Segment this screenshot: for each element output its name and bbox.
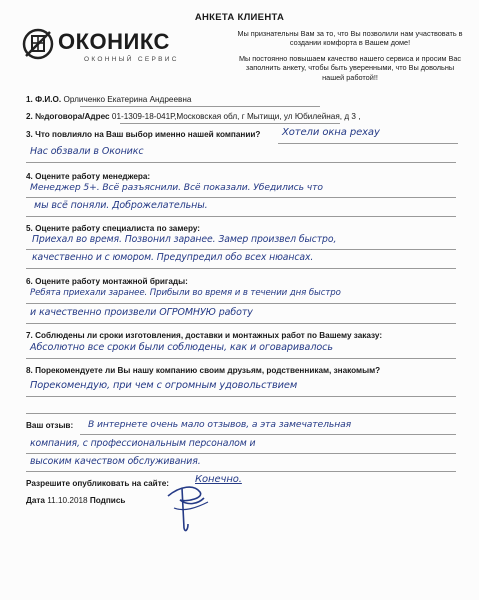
question-6: 6. Оцените работу монтажной бригады:	[26, 277, 188, 286]
answer-4-rule-1	[26, 197, 456, 198]
answer-7-rule-1	[26, 358, 456, 359]
publish-label: Разрешите опубликовать на сайте:	[26, 479, 170, 488]
fio-value: Орличенко Екатерина Андреевна	[63, 95, 192, 104]
review-line-1: В интернете очень мало отзывов, а эта замечательная	[88, 419, 352, 430]
form-title: АНКЕТА КЛИЕНТА	[194, 12, 285, 23]
question-3: 3. Что повлияло на Ваш выбор именно нашей компании?	[26, 130, 261, 139]
address-value: 01-1309-18-041Р,Московская обл, г Мытищи, ул Юбилейная, д 3 ,	[111, 112, 361, 121]
answer-6-rule-2	[26, 323, 456, 324]
answer-8-rule-1	[26, 396, 456, 397]
question-4: 4. Оцените работу менеджера:	[26, 172, 151, 181]
address-label: 2. №договора/Адрес	[26, 112, 110, 121]
review-label: Ваш отзыв:	[26, 421, 74, 430]
fio-row	[26, 95, 191, 104]
answer-4-rule-2	[26, 216, 456, 217]
answer-6-rule-1	[26, 303, 456, 304]
company-logo	[20, 26, 192, 70]
question-5: 5. Оцените работу специалиста по замеру:	[26, 224, 201, 233]
address-row	[26, 112, 360, 121]
intro-request: Мы постоянно повышаем качество нашего сервиса и просим Вас заполнить анкету, чтобы быть уверенными, что Вы довольны нашей работой!!	[238, 54, 462, 82]
handwritten-signature	[158, 478, 218, 538]
review-rule-3	[26, 471, 456, 472]
review-line-3: высоким качеством обслуживания.	[30, 456, 201, 467]
answer-4-line-2: мы всё поняли. Доброжелательны.	[34, 200, 208, 211]
logo-wordmark: ОКОНИКС	[58, 29, 170, 54]
answer-3-rule-1	[278, 143, 458, 144]
review-rule-2	[26, 453, 456, 454]
answer-5-line-1: Приехал во время. Позвонил заранее. Замер произвел быстро,	[32, 234, 337, 245]
answer-6-line-2: и качественно произвели ОГРОМНУЮ работу	[30, 307, 253, 318]
date-value: 11.10.2018	[47, 496, 88, 505]
answer-4-line-1: Менеджер 5+. Всё разъяснили. Всё показали. Убедились что	[30, 182, 323, 193]
fio-label: 1. Ф.И.О.	[26, 95, 62, 104]
window-logo-icon	[20, 26, 56, 62]
answer-3-rule-2	[26, 162, 456, 163]
answer-6-line-1: Ребята приехали заранее. Прибыли во время и в течении дня быстро	[30, 288, 341, 298]
address-underline	[120, 123, 340, 124]
answer-8-line-1: Порекомендую, при чем с огромным удовольствием	[30, 380, 298, 391]
logo-subtitle: ОКОННЫЙ СЕРВИС	[84, 56, 179, 63]
question-7: 7. Соблюдены ли сроки изготовления, доставки и монтажных работ по Вашему заказу:	[26, 331, 383, 340]
date-label: Дата	[26, 496, 45, 505]
signature-label: Подпись	[89, 496, 126, 505]
answer-3-line-1: Хотели окна рехау	[282, 127, 380, 138]
question-8: 8. Порекомендуете ли Вы нашу компанию своим друзьям, родственникам, знакомым?	[26, 366, 381, 375]
fio-underline	[80, 106, 320, 107]
answer-3-line-2: Нас обзвали в Оконикс	[30, 146, 144, 157]
review-line-2: компания, с профессиональным персоналом и	[30, 438, 256, 449]
review-rule-1	[80, 434, 456, 435]
answer-5-rule-1	[26, 249, 456, 250]
answer-5-rule-2	[26, 268, 456, 269]
answer-7-line-1: Абсолютно все сроки были соблюдены, как и оговаривалось	[30, 342, 333, 353]
date-signature-row	[26, 496, 125, 505]
publish-answer: Конечно.	[195, 474, 242, 485]
intro-thanks: Мы признательны Вам за то, что Вы позволили нам участвовать в создании комфорта в Вашем доме!	[237, 29, 463, 48]
answer-5-line-2: качественно и с юмором. Предупредил обо всех нюансах.	[32, 252, 314, 263]
answer-8-rule-2	[26, 413, 456, 414]
